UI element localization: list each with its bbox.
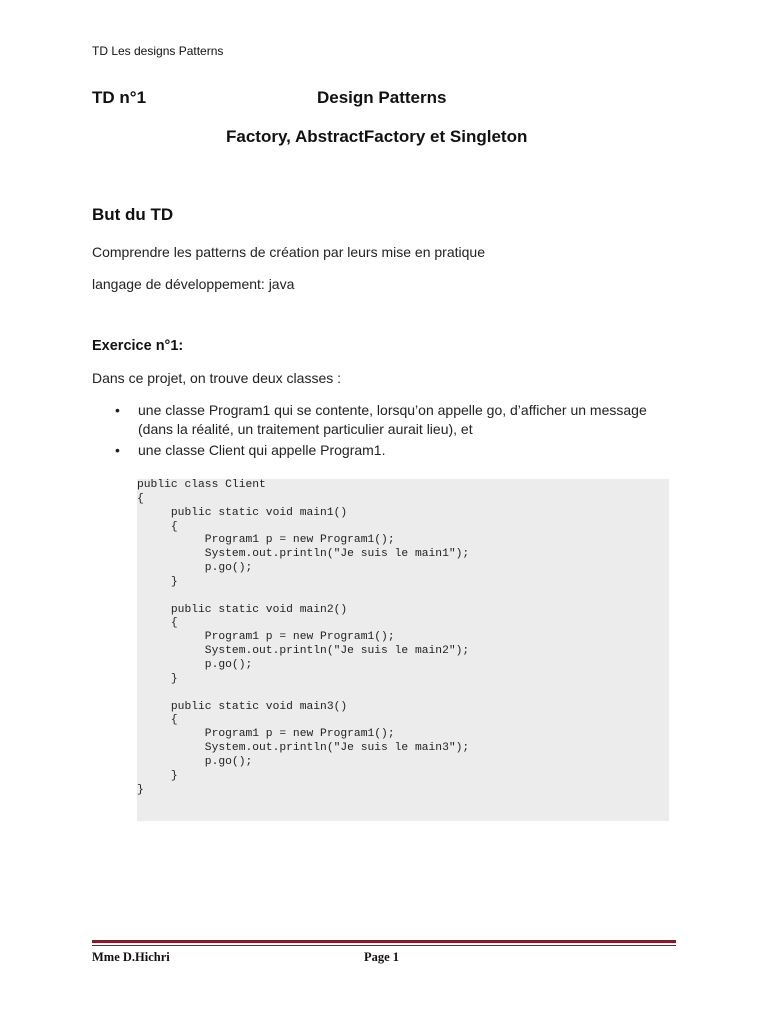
code-line: System.out.println("Je suis le main2");	[137, 645, 470, 658]
td-number: TD n°1	[92, 88, 147, 107]
code-line: {	[137, 714, 178, 727]
code-line: }	[137, 769, 178, 782]
exercise-intro: Dans ce projet, on trouve deux classes :	[92, 370, 342, 386]
code-line: public class Client	[137, 479, 266, 491]
bullet-text: une classe Client qui appelle Program1.	[138, 442, 386, 458]
code-line: {	[137, 492, 144, 505]
bullet-icon: •	[115, 442, 120, 458]
exercise-bullet-list	[115, 401, 675, 462]
code-line: public static void main3()	[137, 700, 348, 713]
code-line: p.go();	[137, 755, 253, 768]
goal-heading: But du TD	[92, 205, 174, 224]
bullet-text: une classe Program1 qui se contente, lorsqu’on appelle go, d’afficher un message (dans la réalité, un traitement particulier aurait lieu), et	[138, 402, 647, 437]
goal-line-2: langage de développement: java	[92, 276, 295, 292]
code-line: }	[137, 575, 178, 588]
code-line: public static void main1()	[137, 506, 348, 519]
code-line: Program1 p = new Program1();	[137, 631, 395, 644]
code-line: Program1 p = new Program1();	[137, 534, 395, 547]
page-subtitle: Factory, AbstractFactory et Singleton	[226, 127, 528, 146]
bullet-icon: •	[115, 402, 120, 418]
list-item	[115, 441, 675, 460]
code-line: Program1 p = new Program1();	[137, 728, 395, 741]
code-line: p.go();	[137, 562, 253, 575]
list-item	[115, 401, 675, 439]
code-line: {	[137, 520, 178, 533]
page-title: Design Patterns	[317, 88, 447, 107]
code-line: System.out.println("Je suis le main1");	[137, 548, 470, 561]
code-listing	[137, 479, 469, 797]
footer-rule	[92, 940, 676, 943]
footer-rule-thin	[92, 945, 676, 946]
code-line: {	[137, 617, 178, 630]
running-header: TD Les designs Patterns	[92, 44, 224, 58]
exercise-heading: Exercice n°1:	[92, 338, 184, 354]
code-block	[137, 479, 669, 821]
code-line: System.out.println("Je suis le main3");	[137, 742, 470, 755]
footer-page-number: Page 1	[364, 950, 400, 964]
goal-line-1: Comprendre les patterns de création par leurs mise en pratique	[92, 244, 485, 260]
code-line: public static void main2()	[137, 603, 348, 616]
code-line: p.go();	[137, 658, 253, 671]
code-line: }	[137, 672, 178, 685]
footer-author: Mme D.Hichri	[92, 950, 170, 964]
code-line: }	[137, 783, 144, 796]
